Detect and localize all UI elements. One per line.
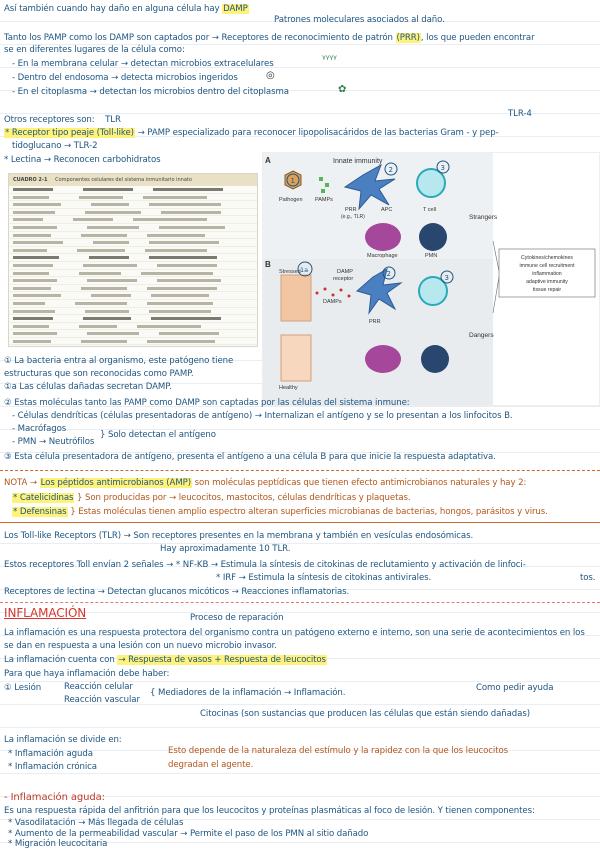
text-line: ①a Las células dañadas secretan DAMP.: [4, 382, 172, 392]
text-line: [4, 128, 499, 139]
table-row: [9, 239, 257, 247]
table-cell: [13, 211, 55, 214]
table-cell: [81, 340, 127, 343]
table-cell: [13, 279, 57, 282]
table-cell: [151, 317, 221, 320]
text-line: - En el citoplasma → detectan los microbios dentro del citoplasma: [12, 87, 289, 97]
text-line: [4, 478, 526, 489]
pathogen-label: Pathogen: [279, 197, 303, 203]
cytoplasm-sketch-icon: ✿: [338, 84, 347, 95]
damp-receptor-label: receptor: [333, 276, 354, 282]
text-line: Proceso de reparación: [190, 613, 284, 623]
table-cell: [13, 188, 53, 191]
table-cell: [85, 310, 129, 313]
table-cell: [73, 218, 113, 221]
text-line: Estos receptores Toll envían 2 señales → * NF-KB → Estimula la síntesis de citokinas de reclutamiento y activación de linfoci-: [4, 560, 526, 570]
step-3b-number: 3: [444, 274, 449, 282]
text-line: Tanto los PAMP como los DAMP son captados por → Receptores de reconocimiento de patrón (PRR), los que pueden encontrar: [4, 33, 535, 43]
outcome-line: immune cell recruitment: [519, 263, 575, 269]
table-cell: [137, 325, 201, 328]
table-row: [9, 270, 257, 278]
text-line: Reacción vascular: [64, 695, 140, 705]
table-cell: [79, 325, 117, 328]
table-cell: [13, 302, 45, 305]
table-row: [9, 330, 257, 338]
table-cell: [13, 325, 49, 328]
line-text: La inflamación cuenta con: [4, 655, 115, 665]
damp-dot: [332, 294, 335, 297]
highlight-respuestas: → Respuesta de vasos + Respuesta de leucocitos: [118, 655, 326, 665]
text-line: Es una respuesta rápida del anfitrión para que los leucocitos y proteínas plasmáticas al foco de lesión. Y tienen componentes:: [4, 806, 535, 816]
pamp-mark: [321, 189, 325, 193]
outcome-line: tissue repair: [532, 287, 562, 293]
highlight-toll-like: * Receptor tipo peaje (Toll-like): [5, 128, 134, 138]
damp-dot: [340, 289, 343, 292]
text-line: * Aumento de la permeabilidad vascular → Permite el paso de los PMN al sitio dañado: [8, 829, 369, 839]
highlight-prr: (PRR): [396, 33, 420, 43]
table-cell: [13, 272, 49, 275]
text-line: Hay aproximadamente 10 TLR.: [160, 544, 291, 554]
line-text: Son producidas por → leucocitos, mastocitos, células dendríticas y plaquetas.: [85, 493, 411, 503]
text-line: estructuras que son reconocidas como PAMP.: [4, 369, 194, 379]
table-cell: [153, 188, 223, 191]
table-cell: [13, 226, 57, 229]
table-cell: [13, 340, 51, 343]
text-line: * IRF → Estimula la síntesis de citokinas antivirales.: [216, 573, 432, 583]
text-line: Como pedir ayuda: [476, 683, 554, 693]
step-2-number: 2: [388, 166, 393, 174]
text-line: * Defensinas } Estas moléculas tienen amplio espectro alteran superficies microbianas de bacterias, hongos, parásitos y virus.: [13, 507, 548, 517]
damps-label: DAMPs: [323, 299, 342, 305]
panel-b-letter: B: [265, 260, 271, 269]
text-line: tidoglucano → TLR-2: [12, 141, 98, 151]
line-text: TLR: [105, 115, 121, 125]
table-cell: [145, 249, 207, 252]
table-cell: [149, 203, 221, 206]
step-1-number: 1: [290, 177, 295, 185]
text-line: Para que haya inflamación debe haber:: [4, 669, 170, 679]
table-cell: [13, 196, 49, 199]
table-cell: [13, 203, 61, 206]
immunity-figure: [262, 152, 600, 406]
step-1a-number: 1a: [300, 266, 309, 274]
table-row: [9, 216, 257, 224]
table-row: [9, 254, 257, 262]
line-text: Solo detectan el antígeno: [108, 430, 216, 440]
table-cell: [77, 249, 125, 252]
table-subtitle: Componentes celulares del sistema inmunitario innato: [55, 177, 192, 183]
table-row: [9, 232, 257, 240]
pamp-mark: [319, 177, 323, 181]
pmn-label: PMN: [425, 253, 438, 259]
strangers-label: Strangers: [469, 214, 498, 221]
table-row: [9, 262, 257, 270]
text-line: degradan el agente.: [168, 760, 254, 770]
outcome-line: Cytokines/chemokines: [521, 255, 573, 261]
panel-a-letter: A: [265, 156, 271, 165]
outcome-arrows: [493, 241, 499, 313]
stressed-cells: [281, 275, 311, 321]
text-line: - Dentro del endosoma → detecta microbios ingeridos: [12, 73, 238, 83]
text-line: TLR-4: [508, 109, 532, 119]
table-row: [9, 285, 257, 293]
table-cell: [13, 264, 53, 267]
prr-b-label: PRR: [369, 319, 381, 325]
table-cell: [13, 234, 51, 237]
table-cell: [13, 256, 59, 259]
line-text: Receptores de reconocimiento de patrón: [221, 33, 393, 43]
highlight-amp: Los péptidos antimicrobianos (AMP): [40, 478, 191, 488]
table-cell: [89, 256, 129, 259]
table-row: [9, 277, 257, 285]
table-row: [9, 315, 257, 323]
table-cell: [157, 279, 221, 282]
line-text: Así también cuando hay daño en alguna célula hay: [4, 4, 220, 14]
pamps-label: PAMPs: [315, 197, 333, 203]
table-cell: [81, 234, 127, 237]
dangers-label: Dangers: [469, 332, 494, 339]
line-text: NOTA →: [4, 478, 37, 488]
solid-separator: [0, 522, 600, 523]
table-cell: [147, 340, 215, 343]
text-line: tos.: [580, 573, 596, 583]
table-cell: [91, 203, 129, 206]
text-line: } Solo detectan el antígeno: [100, 430, 216, 440]
macrophage-shape: [365, 223, 401, 251]
table-cell: [13, 317, 53, 320]
stressed-label: Stressed: [279, 269, 301, 275]
line-text: , los que pueden encontrar: [420, 33, 535, 43]
text-line: * Migración leucocitaria: [8, 839, 108, 849]
table-row: [9, 323, 257, 331]
table-cell: [85, 211, 141, 214]
table-row: [9, 194, 257, 202]
text-line: * Inflamación aguda: [8, 749, 93, 759]
table-cell: [147, 287, 217, 290]
table-row: [9, 224, 257, 232]
table-cell: [83, 264, 137, 267]
table-cell: [159, 226, 225, 229]
text-line: * Inflamación crónica: [8, 762, 97, 772]
text-line: ① La bacteria entra al organismo, este patógeno tiene: [4, 356, 234, 366]
table-cell: [87, 279, 137, 282]
prr-label: PRR: [345, 207, 357, 213]
line-text: Mediadores de la inflamación → Inflamación.: [158, 688, 346, 698]
line-text: son moléculas peptídicas que tienen efecto antimicrobianos naturales y hay 2:: [194, 478, 527, 488]
outcome-line: inflammation: [532, 271, 562, 277]
receptor-sketch-icon: ᵞᵞᵞᵞ: [322, 54, 337, 65]
text-line: La inflamación se divide en:: [4, 735, 122, 745]
table-row: [9, 345, 257, 347]
dashed-separator: [0, 470, 600, 471]
apc-label: APC: [381, 207, 393, 213]
table-cell: [83, 317, 131, 320]
highlight-defensinas: * Defensinas: [13, 507, 67, 517]
line-text: Tanto los PAMP como los DAMP son captados por: [4, 33, 210, 43]
line-text: Estas moléculas tienen amplio espectro alteran superficies microbianas de bacterias, hongos, parásitos y virus.: [78, 507, 548, 517]
table-cell: [159, 332, 219, 335]
pmn-shape-b: [421, 345, 449, 373]
table-cell: [161, 211, 221, 214]
table-cell: [13, 310, 55, 313]
text-line: { Mediadores de la inflamación → Inflamación.: [150, 688, 346, 698]
pamp-mark: [325, 183, 329, 187]
damp-receptor-label: DAMP: [337, 269, 353, 275]
table-cell: [91, 294, 131, 297]
table-cell: [157, 264, 217, 267]
text-line: - Macrófagos: [12, 424, 67, 434]
text-line: Los Toll-like Receptors (TLR) → Son receptores presentes en la membrana y también en vesículas endosómicas.: [4, 531, 474, 541]
highlight-damp: DAMP: [223, 4, 248, 14]
text-line: Citocinas (son sustancias que producen las células que están siendo dañadas): [200, 709, 530, 719]
line-text: Otros receptores son:: [4, 115, 95, 125]
table-cell: [87, 226, 139, 229]
text-line: [4, 4, 249, 15]
table-header: [9, 174, 257, 186]
section-title-inflamacion: INFLAMACIÓN: [4, 606, 87, 620]
pmn-shape: [419, 223, 447, 251]
text-line: ③ Esta célula presentadora de antígeno, presenta el antígeno a una célula B para que inicie la respuesta adaptativa.: [4, 452, 496, 462]
damp-dot: [348, 295, 351, 298]
text-line: * Vasodilatación → Más llegada de células: [8, 818, 184, 828]
table-title: CUADRO 2-1: [13, 177, 48, 183]
damp-dot: [324, 288, 327, 291]
text-line: ① Lesión: [4, 683, 42, 693]
text-line: Patrones moleculares asociados al daño.: [274, 15, 445, 25]
healthy-cells: [281, 335, 311, 381]
text-line: [4, 115, 121, 126]
table-cell: [133, 218, 207, 221]
text-line: Esto depende de la naturaleza del estímulo y la rapidez con la que los leucocitos: [168, 746, 508, 756]
text-line: Reacción celular: [64, 682, 133, 692]
text-line: La inflamación es una respuesta protectora del organismo contra un patógeno externo e interno, son una serie de acontecimientos en los: [4, 628, 585, 638]
table-row: [9, 308, 257, 316]
text-line: [4, 655, 327, 666]
table-cell: [81, 287, 127, 290]
section-title-aguda: - Inflamación aguda:: [4, 792, 105, 803]
table-cell: [79, 196, 123, 199]
table-cell: [13, 241, 63, 244]
table-cell: [13, 287, 51, 290]
table-cell: [147, 302, 213, 305]
table-cell: [149, 256, 217, 259]
table-row: [9, 300, 257, 308]
innate-immunity-label: Innate immunity: [333, 158, 383, 165]
text-line: se en diferentes lugares de la célula como:: [4, 45, 185, 55]
text-line: Receptores de lectina → Detectan glucanos micóticos → Reacciones inflamatorias.: [4, 587, 350, 597]
table-cell: [13, 294, 61, 297]
table-cell: [13, 332, 57, 335]
table-row: [9, 338, 257, 346]
text-line: - En la membrana celular → detectan microbios extracelulares: [12, 59, 274, 69]
table-cell: [13, 249, 47, 252]
line-text: → PAMP especializado para reconocer lipopolisacáridos de las bacterias Gram - y pep-: [137, 128, 499, 138]
table-image: [8, 173, 258, 347]
table-cell: [143, 196, 207, 199]
text-line: * Catelicidinas } Son producidas por → leucocitos, mastocitos, células dendríticas y plaquetas.: [13, 493, 411, 503]
table-row: [9, 186, 257, 194]
table-row: [9, 292, 257, 300]
table-cell: [147, 234, 205, 237]
table-rows: [9, 186, 257, 347]
step-3-number: 3: [440, 164, 445, 172]
tcell-label: T cell: [423, 207, 437, 213]
endosome-sketch-icon: ◎: [266, 70, 275, 81]
table-row: [9, 247, 257, 255]
table-cell: [141, 272, 213, 275]
outcome-line: adaptive immunity: [526, 279, 568, 285]
table-cell: [83, 188, 133, 191]
macrophage-shape-b: [365, 345, 401, 373]
table-cell: [13, 218, 43, 221]
tcell-shape: [417, 169, 445, 197]
table-row: [9, 209, 257, 217]
text-line: - PMN → Neutrófilos: [12, 437, 95, 447]
table-cell: [87, 332, 139, 335]
table-cell: [149, 241, 219, 244]
table-row: [9, 201, 257, 209]
table-cell: [79, 272, 121, 275]
highlight-catelicidinas: * Catelicidinas: [13, 493, 74, 503]
table-cell: [75, 302, 127, 305]
text-line: se dan en respuesta a una lesión con un nuevo microbio invasor.: [4, 641, 277, 651]
table-cell: [151, 294, 209, 297]
step-2b-number: 2: [386, 270, 391, 278]
text-line: ② Estas moléculas tanto las PAMP como DAMP son captadas por las células del sistema inmune:: [4, 398, 410, 408]
text-line: - Células dendríticas (células presentadoras de antígeno) → Internalizan el antígeno y se lo presentan a los linfocitos B.: [12, 411, 513, 421]
table-cell: [149, 310, 211, 313]
healthy-label: Healthy: [279, 385, 298, 391]
prr-eg-label: (e.g., TLR): [341, 214, 365, 220]
table-cell: [93, 241, 129, 244]
macrophage-label: Macrophage: [367, 253, 398, 259]
text-line: * Lectina → Reconocen carbohidratos: [4, 155, 161, 165]
dashed-separator: [0, 602, 600, 603]
damp-dot: [316, 292, 319, 295]
